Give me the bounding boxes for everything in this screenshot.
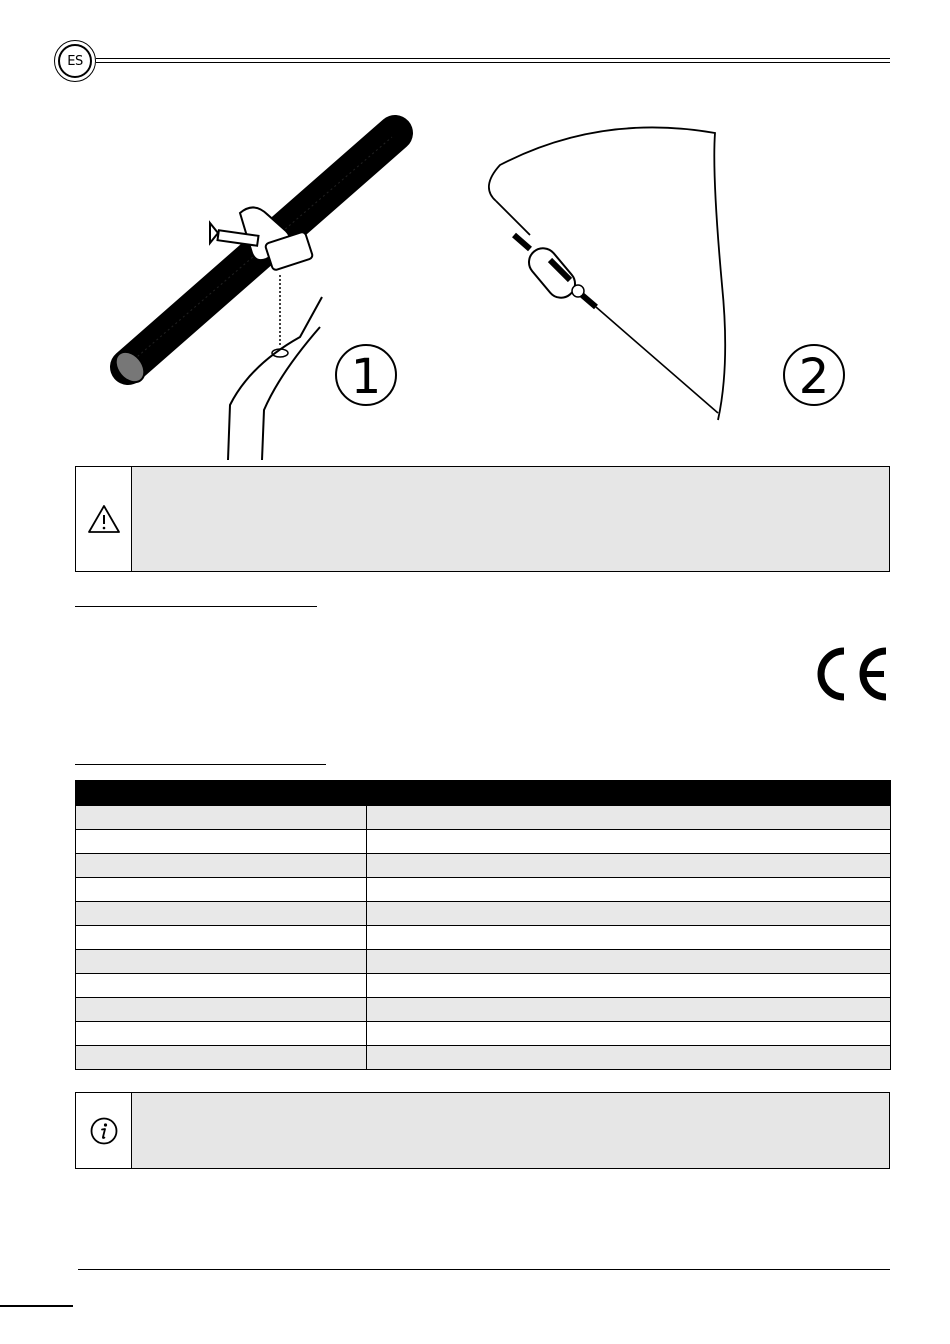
row-label bbox=[76, 974, 367, 998]
figure-1-label: 1 bbox=[350, 349, 382, 405]
table-row bbox=[76, 950, 891, 974]
table-row bbox=[76, 902, 891, 926]
row-value bbox=[367, 806, 891, 830]
info-text bbox=[132, 1093, 889, 1168]
warning-text bbox=[132, 467, 889, 571]
row-value bbox=[367, 854, 891, 878]
warning-box bbox=[75, 466, 890, 572]
header-rule-top bbox=[96, 58, 890, 59]
table-row bbox=[76, 926, 891, 950]
row-value bbox=[367, 1046, 891, 1070]
table-row bbox=[76, 806, 891, 830]
info-icon bbox=[89, 1116, 119, 1146]
row-label bbox=[76, 926, 367, 950]
row-label bbox=[76, 830, 367, 854]
mounting-figures bbox=[100, 115, 860, 465]
row-label bbox=[76, 806, 367, 830]
table-row bbox=[76, 854, 891, 878]
language-code: ES bbox=[67, 53, 83, 69]
row-label bbox=[76, 1046, 367, 1070]
row-value bbox=[367, 1022, 891, 1046]
row-value bbox=[367, 974, 891, 998]
row-label bbox=[76, 998, 367, 1022]
row-value bbox=[367, 902, 891, 926]
truss-clamp-mounting-illustration bbox=[110, 133, 396, 460]
row-label bbox=[76, 1022, 367, 1046]
info-icon-cell bbox=[76, 1093, 132, 1168]
table-row bbox=[76, 878, 891, 902]
warning-icon-cell bbox=[76, 467, 132, 571]
table-header bbox=[76, 781, 891, 806]
table-row bbox=[76, 998, 891, 1022]
specifications-table bbox=[75, 780, 891, 1070]
row-value bbox=[367, 926, 891, 950]
row-value bbox=[367, 878, 891, 902]
row-label bbox=[76, 902, 367, 926]
row-value bbox=[367, 998, 891, 1022]
table-row bbox=[76, 974, 891, 998]
table-row bbox=[76, 830, 891, 854]
table-row bbox=[76, 1046, 891, 1070]
row-label bbox=[76, 878, 367, 902]
row-value bbox=[367, 950, 891, 974]
figure-2-label: 2 bbox=[798, 349, 830, 405]
footer-rule bbox=[78, 1269, 890, 1270]
safety-cable-carabiner-illustration bbox=[489, 127, 844, 420]
row-value bbox=[367, 830, 891, 854]
warning-triangle-icon bbox=[87, 504, 121, 534]
header-rule-bottom bbox=[96, 62, 890, 63]
ce-conformity-mark bbox=[808, 645, 890, 703]
page-number-mark bbox=[0, 1305, 73, 1307]
info-box bbox=[75, 1092, 890, 1169]
language-badge bbox=[58, 44, 92, 78]
table-header-row bbox=[76, 781, 891, 806]
row-label bbox=[76, 950, 367, 974]
section-heading-rule-1 bbox=[75, 606, 317, 607]
section-heading-rule-2 bbox=[75, 764, 326, 765]
table-row bbox=[76, 1022, 891, 1046]
row-label bbox=[76, 854, 367, 878]
